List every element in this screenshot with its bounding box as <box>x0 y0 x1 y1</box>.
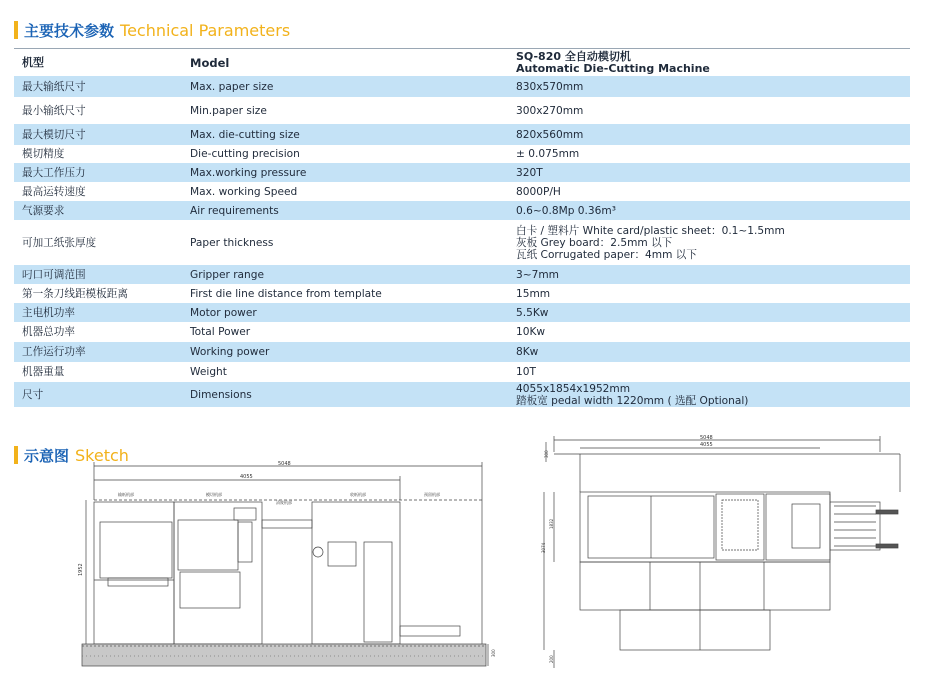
param-value <box>506 124 910 145</box>
param-name-en: Total Power <box>190 326 251 338</box>
dim-inner-label: 4055 <box>700 442 713 448</box>
param-name-en: Dimensions <box>182 382 506 407</box>
transfer-bridge <box>262 520 312 528</box>
param-value-line: 灰板 Grey board：2.5mm 以下 <box>516 236 673 249</box>
param-name-cn: 模切精度 <box>22 148 65 160</box>
param-value-line: ± 0.075mm <box>516 148 580 160</box>
delivery-door <box>364 542 392 642</box>
ground-base <box>82 644 486 666</box>
param-name-en: First die line distance from template <box>190 287 382 300</box>
table-row <box>14 265 910 284</box>
feeder-unit <box>94 502 174 644</box>
table-row <box>14 124 910 145</box>
param-value <box>506 265 910 284</box>
param-value <box>506 220 910 265</box>
part-label: 收纸机部 <box>350 492 366 497</box>
header-model-en: Model <box>190 55 230 70</box>
param-value <box>506 342 910 362</box>
param-name-cn: 工作运行功率 <box>14 342 182 362</box>
parameters-table <box>14 49 910 407</box>
param-name-en: Max.working pressure <box>182 163 506 182</box>
param-value <box>506 303 910 322</box>
dim-inner-label: 4055 <box>240 474 253 480</box>
param-name-cn: 第一条刀线距模板距离 <box>22 287 128 300</box>
part-label: 预留机部 <box>424 492 440 497</box>
section-title-cn: 示意图 <box>24 446 70 465</box>
table-row <box>14 220 910 265</box>
dim-left-bottom-label: 200 <box>549 655 554 663</box>
param-value-line: 10T <box>516 366 536 378</box>
accent-bar <box>14 21 18 39</box>
control-screen <box>234 508 256 520</box>
param-value-line: 踏板宽 pedal width 1220mm ( 选配 Optional) <box>516 394 749 407</box>
table-row <box>14 201 910 220</box>
rail <box>876 510 898 514</box>
param-name-cn: 主电机功率 <box>14 303 182 322</box>
header-model-cn: 机型 <box>22 55 44 69</box>
section-header-parameters <box>14 20 290 40</box>
machine-outline <box>580 492 830 562</box>
side-view-sketch <box>78 460 496 670</box>
param-name-en: Air requirements <box>182 201 506 220</box>
table-row <box>14 182 910 201</box>
param-value-line: 820x560mm <box>516 128 584 141</box>
param-value-line: 320T <box>516 166 543 179</box>
param-name-cn: 最大模切尺寸 <box>14 124 182 145</box>
param-value <box>506 362 910 382</box>
param-value <box>506 201 910 220</box>
header-machine-line2: Automatic Die-Cutting Machine <box>516 61 710 75</box>
param-name-cn: 可加工纸张厚度 <box>22 236 97 249</box>
dim-total-label: 5048 <box>278 461 291 467</box>
wheel <box>313 547 323 557</box>
param-name-en: Gripper range <box>182 265 506 284</box>
param-value-line: 白卡 / 塑料片 White card/plastic sheet：0.1~1.5mm <box>516 224 785 237</box>
feeder-table <box>108 578 168 586</box>
dim-total-label: 5048 <box>700 435 713 441</box>
param-value <box>506 163 910 182</box>
param-value-line: 0.6~0.8Mp 0.36m³ <box>516 204 616 217</box>
param-value-line: 瓦纸 Corrugated paper：4mm 以下 <box>516 248 697 261</box>
param-value <box>506 76 910 97</box>
param-name-cn: 尺寸 <box>14 382 182 407</box>
param-name-cn: 机器重量 <box>22 366 65 378</box>
table-row <box>14 303 910 322</box>
table-row <box>14 322 910 342</box>
diecut-unit <box>174 502 262 644</box>
param-value <box>506 97 910 124</box>
param-name-en: Die-cutting precision <box>190 148 300 160</box>
param-value-line: 15mm <box>516 287 551 300</box>
param-name-en: Motor power <box>182 303 506 322</box>
param-value <box>506 382 910 407</box>
param-value-line: 3~7mm <box>516 268 559 281</box>
param-name-en: Min.paper size <box>190 104 267 117</box>
table-row <box>14 97 910 124</box>
part-label: 模切机部 <box>206 492 222 497</box>
param-value-line: 8Kw <box>516 346 539 358</box>
pedal-area <box>620 610 770 650</box>
lower-structure <box>580 562 830 610</box>
control-panel <box>238 522 252 562</box>
param-name-en: Max. working Speed <box>190 185 298 198</box>
param-name-en: Max. die-cutting size <box>182 124 506 145</box>
param-name-cn: 最高运转速度 <box>22 185 86 198</box>
table-row <box>14 145 910 163</box>
stripping-window <box>328 542 356 566</box>
delivery-area <box>792 504 820 548</box>
part-label: 清废机部 <box>276 500 292 505</box>
param-name-en: Max. paper size <box>182 76 506 97</box>
param-value <box>506 145 910 163</box>
accent-bar <box>14 446 18 464</box>
param-name-cn: 气源要求 <box>14 201 182 220</box>
param-value <box>506 182 910 201</box>
param-name-cn: 最小输纸尺寸 <box>22 104 86 117</box>
dim-width-label: 1832 <box>549 518 554 529</box>
param-value-line: 5.5Kw <box>516 306 549 319</box>
param-value <box>506 322 910 342</box>
table-row <box>14 342 910 362</box>
rail <box>876 544 898 548</box>
table-row <box>14 382 910 407</box>
section-title-en: Technical Parameters <box>120 20 291 40</box>
param-value-line: 830x570mm <box>516 80 584 93</box>
param-name-en: Weight <box>190 366 227 378</box>
param-name-en: Working power <box>182 342 506 362</box>
table-row <box>14 163 910 182</box>
lower-frame <box>180 572 240 608</box>
param-name-en: Paper thickness <box>190 236 274 249</box>
stripping-unit <box>312 502 400 644</box>
table-header-row <box>14 49 910 76</box>
table-row <box>14 76 910 97</box>
param-name-cn: 机器总功率 <box>22 326 75 338</box>
dim-overall-label: 3074 <box>541 542 546 553</box>
part-label: 输纸机部 <box>118 492 134 497</box>
header-machine <box>506 49 910 76</box>
table-row <box>14 284 910 303</box>
dim-base-label: 300 <box>491 649 496 657</box>
param-value-line: 10Kw <box>516 326 546 338</box>
diecut-plate <box>722 500 758 550</box>
pedal <box>400 626 460 636</box>
section-title-en: Sketch <box>75 445 129 465</box>
param-value-line: 8000P/H <box>516 185 561 198</box>
param-value-line: 4055x1854x1952mm <box>516 382 631 395</box>
param-name-cn: 最大输纸尺寸 <box>14 76 182 97</box>
dim-height-label: 1952 <box>78 563 84 576</box>
param-value <box>506 284 910 303</box>
param-name-cn: 最大工作压力 <box>14 163 182 182</box>
top-view-sketch <box>540 432 912 670</box>
header-machine-line1: SQ-820 全自动模切机 <box>516 49 631 63</box>
table-row <box>14 362 910 382</box>
dim-left-top-label: 300 <box>544 450 549 458</box>
feeder-panel <box>100 522 172 578</box>
section-title-cn: 主要技术参数 <box>24 21 115 40</box>
param-value-line: 300x270mm <box>516 104 584 117</box>
conveyor <box>830 502 880 550</box>
param-name-cn: 叼口可调范围 <box>14 265 182 284</box>
diecut-window <box>178 520 238 570</box>
